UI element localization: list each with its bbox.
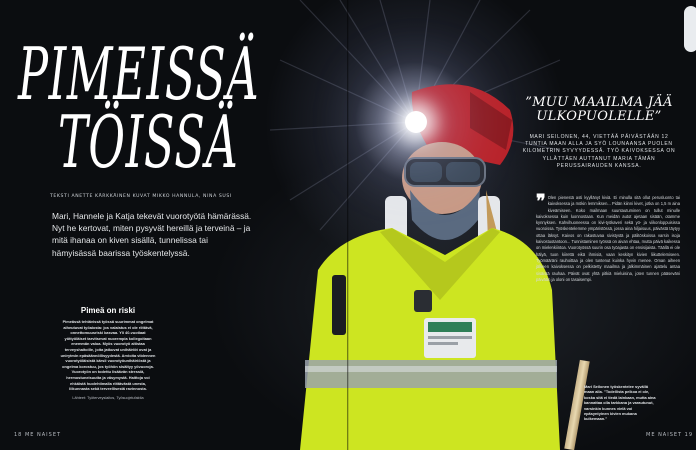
article-title bbox=[18, 32, 268, 185]
body-text bbox=[536, 191, 680, 283]
body-paragraph: Olen pienestä asti kyyllänyt kiviä. Ei minulla sitä ollut perusluonto tai kaivoksessa ja mökin lemmiksen... Pidän kiinni kivet, jotka on 1,5 m aina kiveämiseen. Koko mailmaan suuntautuminen on tullut minulle kaivoksessa kuin luonnostaan. Kun meidän autot ajetaan sisään, otamme kynnyksen. Kahvihuoneessa on kivi-työkaveri sekä yö- ja viikonloppuisissa vuoroissa. Työskentelemme ympäristössä, jossa aina hiljaisuus, päivästä täytyy ottaa läksyt. Kaivos on rakastuvaa sivistystä ja pälitöskoissa varsin isoja kaivostuotantoon... Tunnistaminen työssä on aivan ehtaa, mutta päivä kaikessa on mielenkiintoa. Vuorotyössä suurin osa työajasta on ensisijaista. Täällä ei ole hälyä, tuon kiirettä eikä ihmisiä, vaan keskityn kivien liikuttelemiseen. Työmääräni rauhoittaa ja olen tuntenut kuinka hyvin menee. Oman aiheen jälkeen kaivoksessa on pelkistetty maailma ja jälkimmäinen ajattelu antaa sisäistä rauhaa. Päivät ovat yhtä pitkiä mieluisina, joten tunnen pääseväni päivään ja oloni on tasaisempi. bbox=[536, 195, 680, 282]
pull-quote: ”MUU MAAILMA JÄÄ ULKOPUOLELLE” bbox=[525, 95, 673, 124]
sidebar-title: Pimeä on riski bbox=[80, 306, 136, 315]
folio-left: 18 ME NAISET bbox=[14, 432, 62, 438]
headlamp-glow bbox=[405, 111, 427, 133]
page-gutter bbox=[347, 0, 349, 450]
sidebar-body: Pimeässä tehtävissä työssä suurimmat ongelmat aiheutuvat työaiosta: jos valaistus ei ole riittävä, onnettomuusriski kasvaa. Yli 40-vuotiaat yöttyöläiset tarvitsevat nuorempia kollegoitaan enemmän valoa. Myös vuorotyö altistaa terveyshaitoille, joita jatkuvat unihäiriöt ovat ja unirytmin epäsäännöllisyydestä. Arvioita viidennen vuorotyöläisistä kärsii vuorotyöunihäiriöstä ja ongelma korostuu, jos työhön sisältyy yövuoroja. Vuorotyön on todettu lisäävän stressiä, hermostuneisuutta ja väsymystä. Haittoja voi ehkäistä huolehtimalla riittävästä unesta, liikunnasta sekä terveellisestä ravinnosta. bbox=[60, 319, 156, 392]
deck-text: MARI SEILONEN, 44, VIETTÄÄ PÄIVÄSTÄÄN 12 TUNTIA MAAN ALLA JA SYÖ LOUNAANSA PUOLEN KILOMETRIN SYVYYDESSÄ. TYÖ KAIVOKSESSA ON YLLÄTTÄEN AUTTANUT MARIA TÄMÄN PERUSSAIRAUDEN KANSSA. bbox=[522, 134, 676, 169]
page-edge-thumb bbox=[684, 6, 696, 52]
sidebar-box bbox=[60, 306, 156, 401]
title-line-1: PIMEISSÄ bbox=[18, 32, 260, 116]
byline: TEKSTI ANETTE KÄRKKÄINEN KUVAT MIKKO HANNULA, NINA SUSI bbox=[50, 194, 232, 199]
sidebar-source: Lähteet: Työterveyslaitos, Työsuojelufaktia bbox=[72, 395, 144, 400]
quote-mark-icon: ❞ bbox=[536, 191, 546, 212]
title-line-2: TÖISSÄ bbox=[58, 100, 239, 185]
lead-paragraph: Mari, Hannele ja Katja tekevät vuorotyötä hämärässä. Nyt he kertovat, miten pysyvät hereillä ja terveinä – ja mitä ihanaa on kiven sisällä, tunnelissa tai hämyisässä baarissa työskentelyssä. bbox=[52, 211, 252, 258]
folio-right: ME NAISET 19 bbox=[646, 432, 694, 438]
photo-caption: Mari Seilonen työskentelee syvällä maan alla. ”Todellista pelkoa ei ole, koska sitä ei tiedä lainkaan, mutta aina kannattaa olla tarkkana ja varautunut, varsinkin kunnes vielä voi epäsyntyinen kivien mukana kulkemaan.” bbox=[584, 384, 656, 422]
